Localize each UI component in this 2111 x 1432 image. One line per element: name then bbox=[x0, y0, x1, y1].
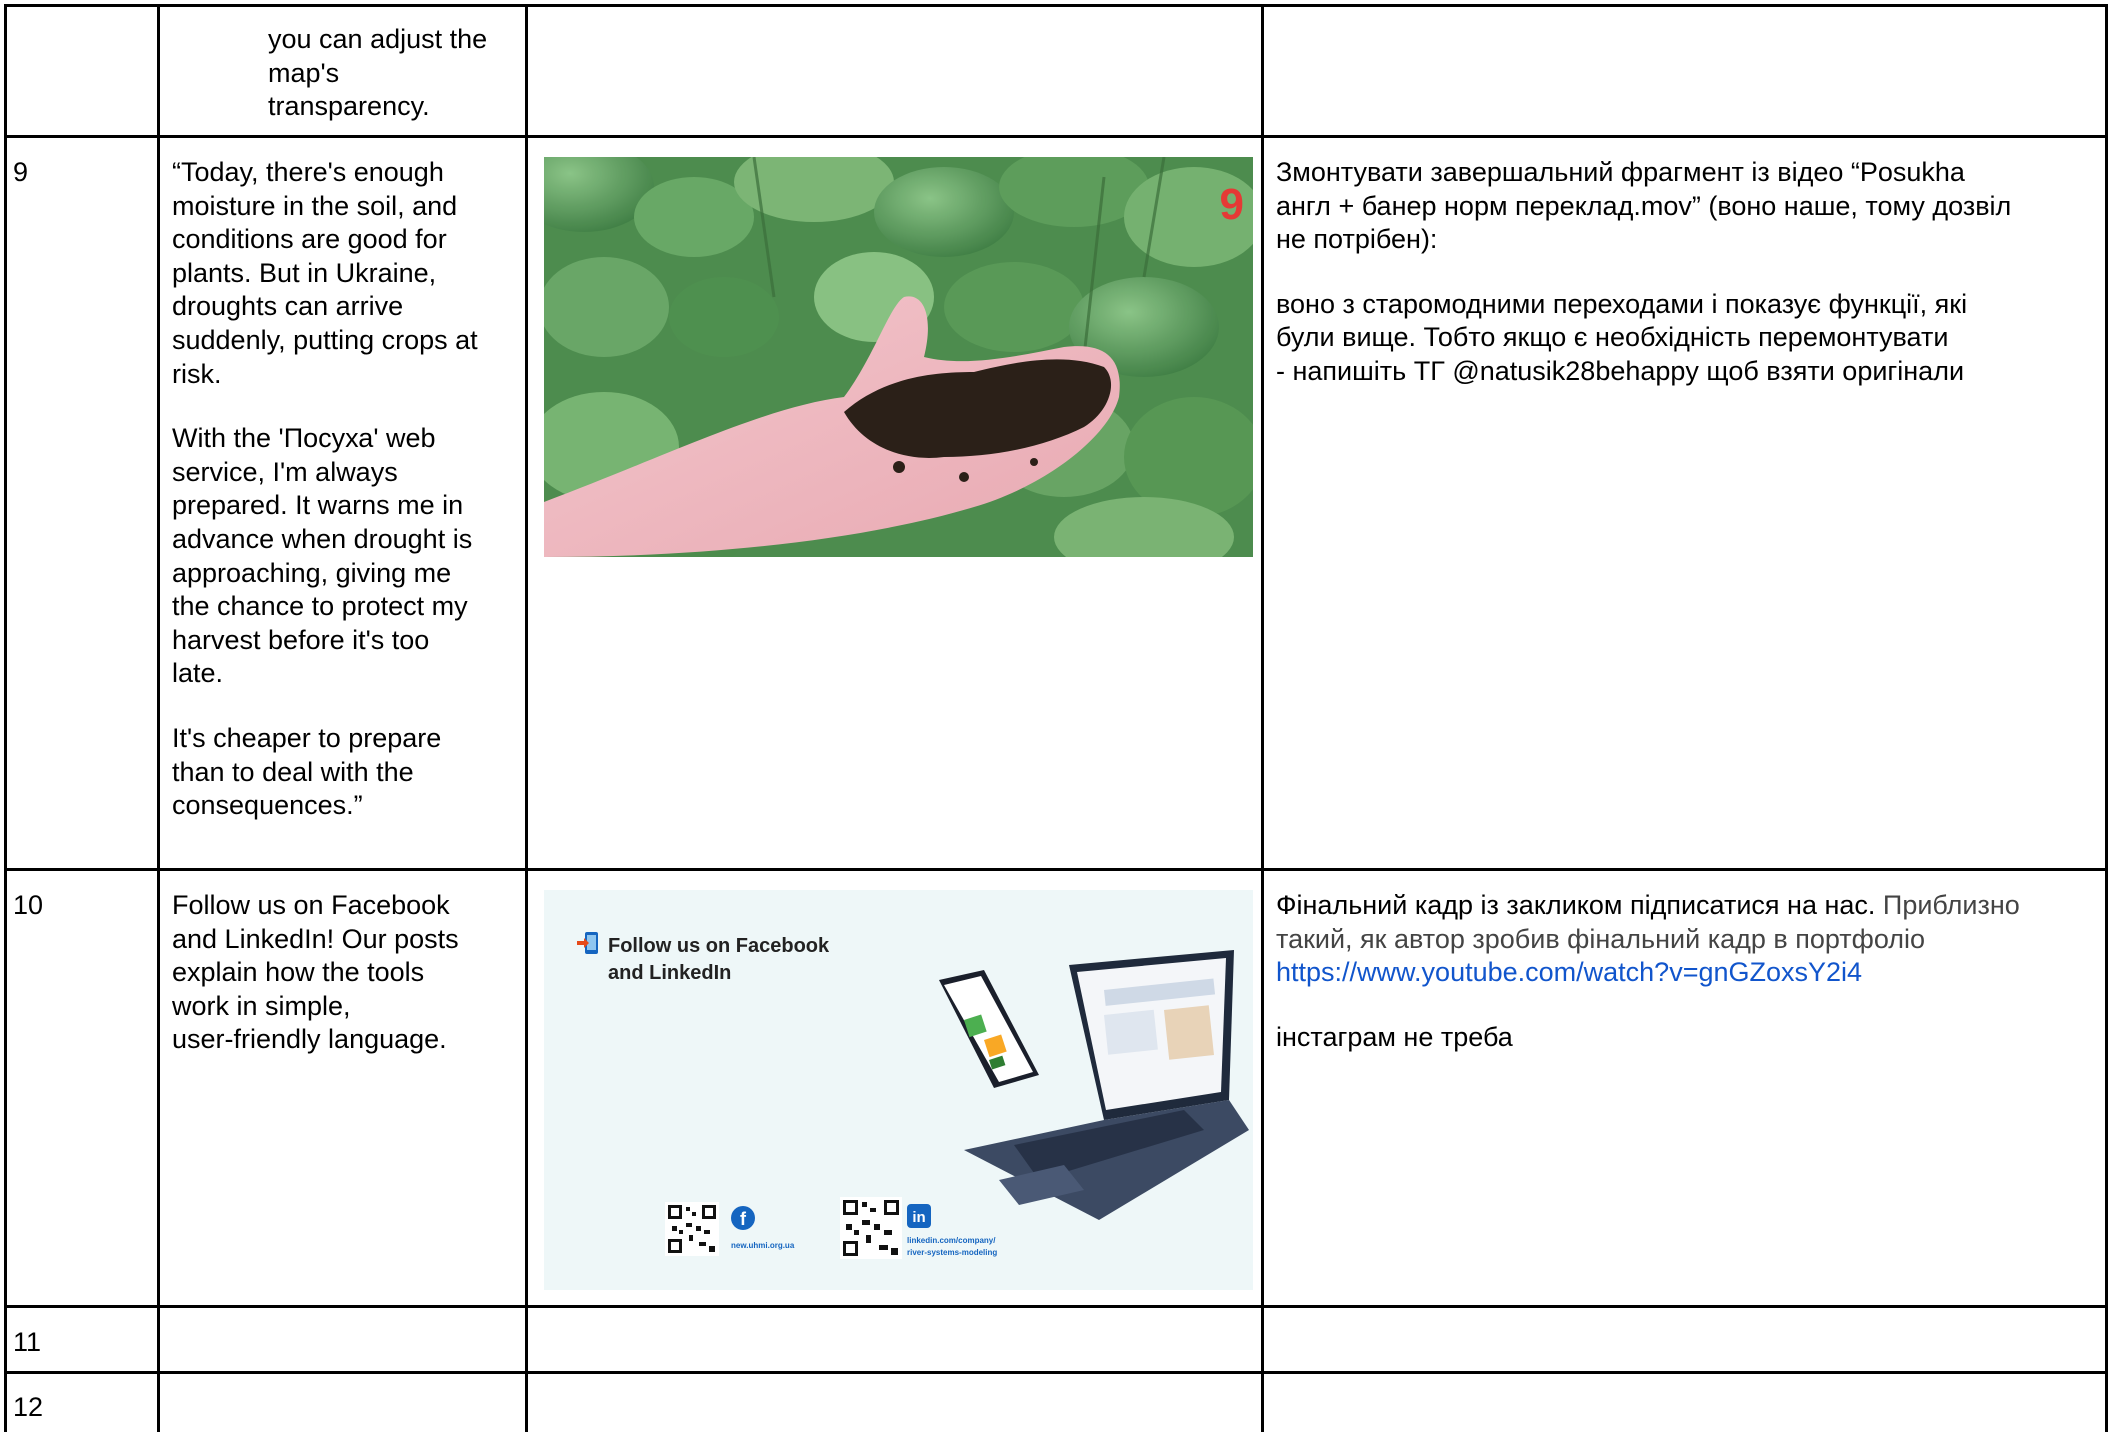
note-gray-line: такий, як автор зробив фінальний кадр в портфоліо bbox=[1276, 923, 1926, 954]
text-line: droughts can arrive bbox=[172, 291, 404, 322]
column-divider bbox=[2105, 6, 2108, 1432]
narration-cell bbox=[172, 889, 517, 1057]
text-line: you can adjust the bbox=[268, 24, 488, 54]
note-line: були вище. Тобто якщо є необхідність перемонтувати bbox=[1276, 322, 1949, 353]
svg-text:in: in bbox=[912, 1209, 926, 1226]
text-line: service, I'm always bbox=[172, 456, 398, 487]
text-line: than to deal with the bbox=[172, 756, 414, 787]
text-line: approaching, giving me bbox=[172, 557, 452, 588]
editor-notes-cell bbox=[1276, 889, 2101, 1054]
svg-text:f: f bbox=[740, 1209, 746, 1229]
text-line: and LinkedIn! Our posts bbox=[172, 923, 459, 954]
note-line: інстаграм не треба bbox=[1276, 1021, 1513, 1052]
text-line: risk. bbox=[172, 358, 222, 389]
note-line: - напишіть ТГ @natusik28behappy щоб взяти оригінали bbox=[1276, 355, 1965, 386]
row-number: 12 bbox=[13, 1392, 44, 1422]
column-divider bbox=[1261, 6, 1264, 1432]
editor-notes-cell bbox=[1276, 156, 2101, 389]
column-divider bbox=[157, 6, 160, 1432]
column-divider bbox=[525, 6, 528, 1432]
facebook-url: new.uhmi.org.ua bbox=[731, 1241, 795, 1250]
banner-title-line2: and LinkedIn bbox=[608, 962, 732, 984]
column-divider bbox=[4, 6, 7, 1432]
row-divider bbox=[4, 1305, 2108, 1308]
overlay-number: 9 bbox=[1219, 180, 1244, 229]
text-line: plants. But in Ukraine, bbox=[172, 257, 437, 288]
text-line: transparency. bbox=[268, 91, 430, 122]
text-line: prepared. It warns me in bbox=[172, 490, 464, 521]
text-line: conditions are good for bbox=[172, 224, 447, 255]
linkedin-url-line1: linkedin.com/company/ bbox=[907, 1236, 996, 1245]
text-line: explain how the tools bbox=[172, 957, 425, 988]
row-divider bbox=[4, 1371, 2108, 1374]
narration-cell bbox=[268, 23, 518, 124]
follow-us-banner bbox=[544, 890, 1253, 1290]
text-line: late. bbox=[172, 658, 224, 689]
row-number: 11 bbox=[13, 1327, 42, 1357]
youtube-link[interactable]: https://www.youtube.com/watch?v=gnGZoxsY2i4 bbox=[1276, 957, 1863, 988]
text-line: consequences.” bbox=[172, 790, 363, 821]
row-number: 9 bbox=[13, 157, 29, 187]
note-line: не потрібен): bbox=[1276, 224, 1438, 255]
text-line: advance when drought is bbox=[172, 523, 473, 554]
narration-cell bbox=[172, 156, 517, 823]
text-line: “Today, there's enough bbox=[172, 157, 444, 187]
linkedin-url-line2: river-systems-modeling bbox=[907, 1248, 998, 1257]
note-gray-text: Приблизно bbox=[1882, 890, 2020, 920]
linkedin-icon bbox=[907, 1204, 931, 1228]
text-line: user-friendly language. bbox=[172, 1024, 447, 1055]
text-line: moisture in the soil, and bbox=[172, 190, 458, 221]
laptop-illustration bbox=[964, 950, 1249, 1220]
banner-title-line1: Follow us on Facebook bbox=[608, 935, 830, 957]
note-line: Змонтувати завершальний фрагмент із відео “Posukha bbox=[1276, 157, 1965, 187]
text-line: suddenly, putting crops at bbox=[172, 324, 478, 355]
note-line bbox=[1276, 889, 2101, 923]
text-line: map's bbox=[268, 57, 340, 88]
linkedin-qr-code bbox=[840, 1197, 902, 1259]
facebook-icon bbox=[731, 1206, 755, 1230]
text-line: work in simple, bbox=[172, 990, 351, 1021]
phone-arrow-icon bbox=[577, 932, 598, 954]
phone-illustration bbox=[939, 970, 1039, 1088]
row-divider bbox=[4, 135, 2108, 138]
facebook-qr-code bbox=[665, 1202, 719, 1256]
text-line: Follow us on Facebook bbox=[172, 890, 450, 920]
note-line: воно з старомодними переходами і показує функції, які bbox=[1276, 288, 1968, 319]
text-line: With the 'Посуха' web bbox=[172, 423, 436, 454]
text-line: harvest before it's too bbox=[172, 624, 430, 655]
note-main-text: Фінальний кадр із закликом підписатися на нас. bbox=[1276, 890, 1883, 920]
soil-in-hand-photo bbox=[544, 157, 1253, 557]
text-line: It's cheaper to prepare bbox=[172, 722, 442, 753]
note-line: англ + банер норм переклад.mov” (воно наше, тому дозвіл bbox=[1276, 190, 2012, 221]
row-number: 10 bbox=[13, 890, 44, 920]
text-line: the chance to protect my bbox=[172, 591, 468, 622]
row-divider bbox=[4, 868, 2108, 871]
row-divider bbox=[4, 4, 2108, 7]
